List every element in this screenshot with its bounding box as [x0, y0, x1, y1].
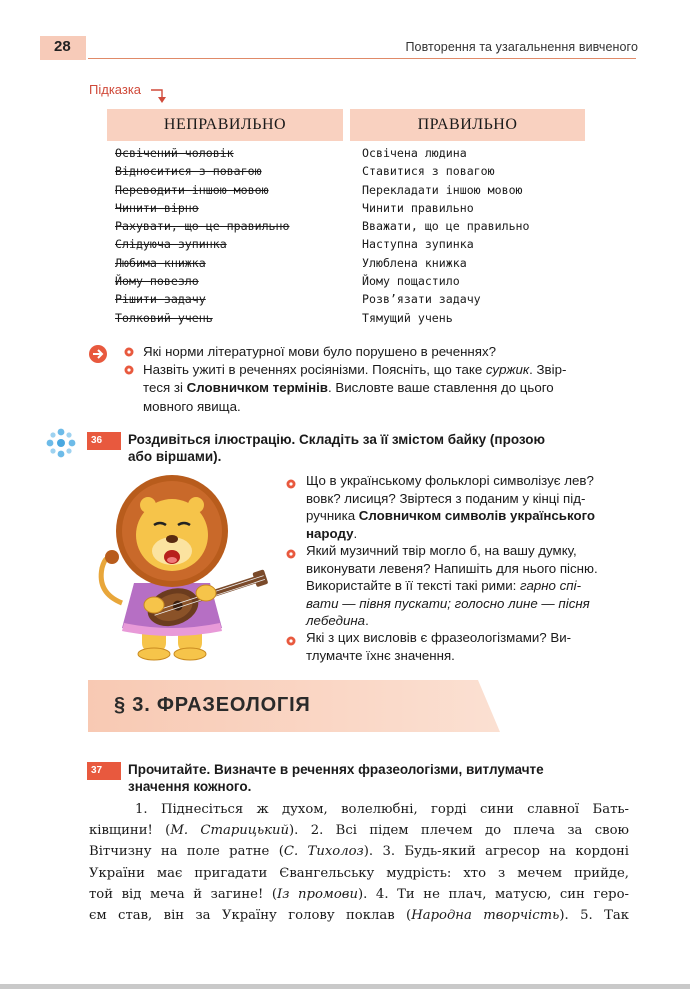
- arrow-right-icon: [89, 345, 107, 363]
- correct-usage-item: Наступна зупинка: [362, 237, 474, 252]
- wrong-usage-item: Освічений чоловік: [115, 146, 234, 160]
- flower-bullet-icon: [286, 636, 296, 646]
- flower-bullet-icon: [124, 347, 134, 357]
- exercise-paragraph: 1. Піднесіться ж духом, волелюбні, горді сини славної Бать- ківщини! (М. Старицький). 2. Всі підем плечем до плеча за свою Вітчизну на поле ратне (С. Тихолоз). 3. Будь-який агресор на кордоні України має пригадати Євангельську мудрість: хто з мечем прийде, той від меча й загине! (Із промови). 4. Ти не плач, матусю, син геро- єм став, він за Україну голову поклав (Народна творчість). 5. Так: [89, 802, 630, 924]
- wrong-usage-item: Любима книжка: [115, 255, 206, 270]
- table-header-wrong: НЕПРАВИЛЬНО: [107, 109, 343, 141]
- correct-usage-item: Йому пощастило: [362, 274, 460, 289]
- wrong-usage-item: Слідуюча зупинка: [115, 237, 227, 252]
- correct-usage-item: Улюблена книжка: [362, 255, 467, 270]
- correct-usage-item: Вважати, що це правильно: [362, 219, 530, 234]
- correct-usage-item: Перекладати іншою мовою: [362, 182, 523, 197]
- subquestion-idioms: Які з цих висловів є фразеологізмами? Ви- тлумачте їхнє значення.: [306, 630, 572, 663]
- wrong-usage-item: Рішити задачу: [115, 292, 206, 307]
- wrong-usage-item: Відноситися з повагою: [115, 164, 262, 179]
- wrong-usage-item: Толковий учень: [115, 310, 213, 325]
- flower-bullet-icon: [286, 549, 296, 559]
- task-title: Прочитайте. Визначте в реченнях фразеологізми, витлумачте значення кожного.: [128, 762, 544, 794]
- wrong-usage-item: Переводити іншою мовою: [115, 182, 269, 197]
- task-title: Роздивіться ілюстрацію. Складіть за її змістом байку (прозою або віршами).: [128, 432, 546, 464]
- correct-usage-item: Чинити правильно: [362, 200, 474, 215]
- correct-usage-column: [362, 144, 530, 327]
- wrong-usage-item: Чинити вірно: [115, 200, 199, 215]
- header-divider: [88, 58, 636, 59]
- wrong-usage-column: [115, 144, 290, 327]
- page-number: 28: [54, 38, 71, 55]
- task-number: 37: [91, 765, 103, 776]
- correct-usage-item: Освічена людина: [362, 146, 467, 160]
- question-text: Назвіть ужиті в реченнях росіянізми. Поясніть, що таке суржик. Звір- теся зі Словничком термінів. Висловте ваше ставлення до цього мовного явища.: [143, 362, 567, 414]
- creative-task-icon: [44, 426, 78, 460]
- correct-usage-item: Ставитися з повагою: [362, 164, 495, 179]
- running-title: Повторення та узагальнення вивченого: [405, 40, 638, 54]
- hint-arrow-icon: [150, 85, 168, 105]
- correct-usage-item: Тямущий учень: [362, 310, 453, 325]
- lion-cub-with-guitar-illustration: [92, 473, 270, 661]
- table-header-right: ПРАВИЛЬНО: [350, 109, 585, 141]
- wrong-usage-item: Йому повезло: [115, 274, 199, 289]
- correct-usage-item: Розв’язати задачу: [362, 292, 481, 307]
- subquestion-song: Який музичний твір могло б, на вашу думку, виконувати левеня? Напишіть для нього пісню. Використайте в її тексті такі рими: гарно спі- вати — півня пускати; голосно лине — пісня лебедина.: [306, 543, 598, 628]
- question-text: Які норми літературної мови було порушено в реченнях?: [143, 344, 497, 359]
- section-title: § 3. ФРАЗЕОЛОГІЯ: [114, 694, 311, 716]
- hint-label: Підказка: [89, 82, 142, 97]
- flower-bullet-icon: [124, 365, 134, 375]
- page-bottom-edge: [0, 984, 690, 989]
- flower-bullet-icon: [286, 479, 296, 489]
- subquestion-symbols: Що в українському фольклорі символізує лев? вовк? лисиця? Звіртеся з поданим у кінці під- ручника Словничком символів українського народу.: [306, 473, 596, 541]
- wrong-usage-item: Рахувати, що це правильно: [115, 219, 290, 234]
- task-number: 36: [91, 435, 103, 446]
